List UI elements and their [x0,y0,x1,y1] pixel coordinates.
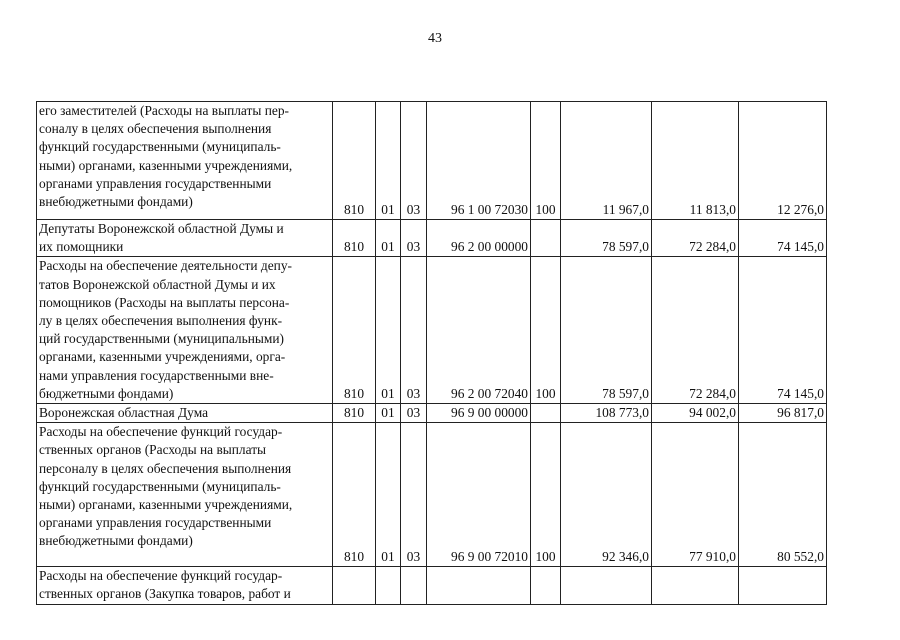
amount-year-1-cell: 78 597,0 [561,220,652,257]
expense-name-cell [37,567,333,604]
amount-year-2-cell: 11 813,0 [652,102,739,220]
table-row [37,102,827,220]
amount-year-2-cell: 72 284,0 [652,257,739,404]
expense-name-line: функций государственными (муниципаль- [39,478,281,494]
target-article-cell: 96 9 00 72010 [427,423,531,567]
expense-name-cell [37,423,333,567]
amount-year-1-cell [561,567,652,604]
section-code-cell: 01 [376,404,401,423]
target-article-cell [427,567,531,604]
expense-type-cell: 100 [531,257,561,404]
target-article-cell: 96 2 00 00000 [427,220,531,257]
expense-name-line: помощников (Расходы на выплаты персона- [39,294,290,310]
section-code-cell: 01 [376,220,401,257]
section-code-cell: 01 [376,257,401,404]
expense-name-line: его заместителей (Расходы на выплаты пер- [39,103,289,118]
expense-name-line: бюджетными фондами) [39,385,174,401]
ministry-code-cell [333,567,376,604]
expense-name-line: ственных органов (Расходы на выплаты [39,442,267,458]
subsection-code-cell: 03 [401,423,427,567]
table-body [37,102,827,605]
table-row [37,257,827,404]
expense-name-line: Депутаты Воронежской областной Думы и [39,221,284,236]
subsection-code-cell: 03 [401,257,427,404]
expense-name-cell [37,220,333,257]
subsection-code-cell: 03 [401,220,427,257]
expense-name-line: персоналу в целях обеспечения выполнения [39,460,292,476]
table-row [37,220,827,257]
expense-name-line: Расходы на обеспечение деятельности депу- [39,258,292,274]
amount-year-1-cell: 11 967,0 [561,102,652,220]
section-code-cell: 01 [376,423,401,567]
amount-year-3-cell [739,567,827,604]
section-code-cell: 01 [376,102,401,220]
target-article-cell: 96 2 00 72040 [427,257,531,404]
expense-name-cell [37,257,333,404]
amount-year-3-cell: 12 276,0 [739,102,827,220]
expense-type-cell: 100 [531,102,561,220]
expense-name-line: органами управления государственными [39,175,272,191]
subsection-code-cell: 03 [401,404,427,423]
amount-year-3-cell: 80 552,0 [739,423,827,567]
expense-name-line: органами, казенными учреждениями, орга- [39,349,286,365]
amount-year-3-cell: 96 817,0 [739,404,827,423]
expense-name-cell [37,102,333,220]
expense-name-line: Воронежская областная Дума [39,405,209,421]
expense-name-line: их помощники [39,239,124,255]
expense-name-line: ными) органами, казенными учреждениями, [39,157,293,173]
subsection-code-cell: 03 [401,102,427,220]
amount-year-2-cell [652,567,739,604]
table-row [37,404,827,423]
expense-type-cell [531,220,561,257]
expense-name-line: соналу в целях обеспечения выполнения [39,121,272,137]
expense-name-line: татов Воронежской областной Думы и их [39,276,276,292]
expense-name-cell [37,404,333,423]
amount-year-1-cell: 78 597,0 [561,257,652,404]
amount-year-3-cell: 74 145,0 [739,220,827,257]
expense-name-line: функций государственными (муниципаль- [39,139,281,155]
budget-table [36,101,827,605]
table-row [37,567,827,604]
target-article-cell: 96 9 00 00000 [427,404,531,423]
expense-name-line: ственных органов (Закупка товаров, работ и [39,586,291,602]
page-number: 43 [428,31,442,46]
ministry-code-cell: 810 [333,102,376,220]
amount-year-2-cell: 72 284,0 [652,220,739,257]
expense-type-cell [531,567,561,604]
expense-name-line: органами управления государственными [39,515,272,531]
amount-year-3-cell: 74 145,0 [739,257,827,404]
amount-year-2-cell: 77 910,0 [652,423,739,567]
amount-year-2-cell: 94 002,0 [652,404,739,423]
expense-name-line: нами управления государственными вне- [39,367,274,383]
target-article-cell: 96 1 00 72030 [427,102,531,220]
expense-name-line: внебюджетными фондами) [39,533,193,549]
ministry-code-cell: 810 [333,257,376,404]
expense-name-line: Расходы на обеспечение функций государ- [39,568,283,584]
amount-year-1-cell: 108 773,0 [561,404,652,423]
ministry-code-cell: 810 [333,220,376,257]
expense-name-line: ными) органами, казенными учреждениями, [39,497,293,513]
ministry-code-cell: 810 [333,404,376,423]
expense-name-line: Расходы на обеспечение функций государ- [39,424,283,440]
ministry-code-cell: 810 [333,423,376,567]
expense-name-line: ций государственными (муниципальными) [39,331,284,347]
expense-name-line: лу в целях обеспечения выполнения функ- [39,313,283,329]
table-row [37,423,827,567]
expense-type-cell [531,404,561,423]
subsection-code-cell [401,567,427,604]
amount-year-1-cell: 92 346,0 [561,423,652,567]
section-code-cell [376,567,401,604]
expense-name-line: внебюджетными фондами) [39,194,193,210]
expense-type-cell: 100 [531,423,561,567]
